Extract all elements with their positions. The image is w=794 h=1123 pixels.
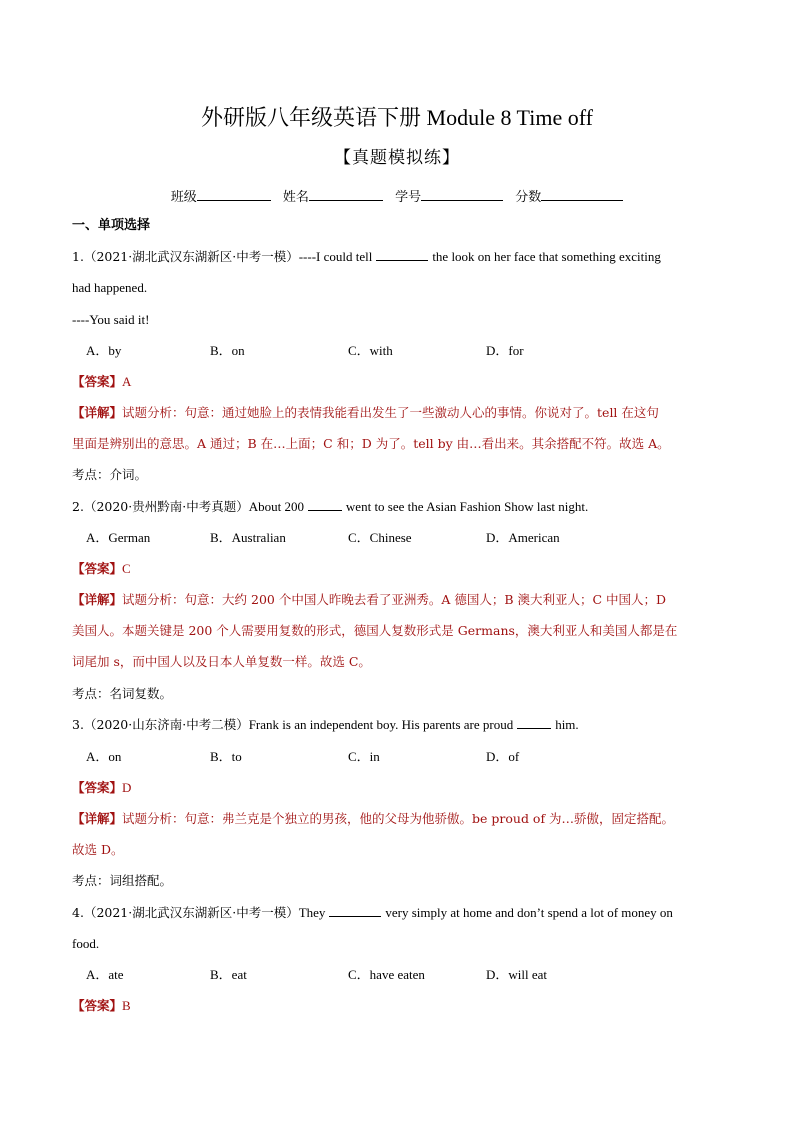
question-2-stem: 2.（2020·贵州黔南·中考真题）About 200 went to see the Asian Fashion Show last night. <box>72 499 589 514</box>
field-class: 班级 <box>171 186 271 208</box>
question-2-detail-3: 词尾加 s，而中国人以及日本人单复数一样。故选 C。 <box>72 654 371 669</box>
question-1-detail-1: 【详解】试题分析：句意：通过她脸上的表情我能看出发生了一些激动人心的事情。你说对了。tell 在这句 <box>72 405 659 420</box>
question-3-detail-1: 【详解】试题分析：句意：弗兰克是个独立的男孩，他的父母为他骄傲。be proud of 为…骄傲，固定搭配。 <box>72 811 675 826</box>
option-d: D．for <box>486 343 524 358</box>
answer-blank <box>329 903 381 917</box>
document-title: 外研版八年级英语下册 Module 8 Time off <box>201 105 593 130</box>
option-d: D．American <box>486 530 560 545</box>
option-a: A．German <box>86 530 151 545</box>
blank-line <box>421 186 503 201</box>
field-score: 分数 <box>515 186 623 208</box>
question-1-reply: ----You said it! <box>72 312 150 327</box>
option-b: B．to <box>210 749 242 764</box>
option-c: C．Chinese <box>348 530 412 545</box>
field-student-id: 学号 <box>395 186 503 208</box>
option-c: C．in <box>348 749 380 764</box>
answer-blank <box>308 497 342 511</box>
question-1-point: 考点：介词。 <box>72 467 148 482</box>
option-b: B．eat <box>210 967 247 982</box>
field-name: 姓名 <box>283 186 383 208</box>
question-2-detail-1: 【详解】试题分析：句意：大约 200 个中国人昨晚去看了亚洲秀。A 德国人；B 澳大利亚人；C 中国人；D <box>72 592 667 607</box>
question-3-answer: 【答案】D <box>72 780 132 795</box>
option-d: D．will eat <box>486 967 548 982</box>
question-4-stem: 4.（2021·湖北武汉东湖新区·中考一模）They very simply at home and don’t spend a lot of money on <box>72 905 673 920</box>
question-1-stem: 1.（2021·湖北武汉东湖新区·中考一模）----I could tell the look on her face that something exciting <box>72 249 661 264</box>
question-1-detail-2: 里面是辨别出的意思。A 通过；B 在…上面；C 和；D 为了。tell by 由…看出来。其余搭配不符。故选 A。 <box>72 436 670 451</box>
question-2-answer: 【答案】C <box>72 561 131 576</box>
question-1-stem-cont: had happened. <box>72 280 148 295</box>
blank-line <box>197 186 271 201</box>
section-title: 一、单项选择 <box>72 218 151 233</box>
question-3-detail-2: 故选 D。 <box>72 842 124 857</box>
question-3-stem: 3.（2020·山东济南·中考二模）Frank is an independent boy. His parents are proud him. <box>72 717 579 732</box>
question-2-point: 考点：名词复数。 <box>72 686 173 701</box>
option-b: B．on <box>210 343 245 358</box>
document-subtitle: 【真题模拟练】 <box>334 148 460 168</box>
option-c: C．have eaten <box>348 967 425 982</box>
question-2-detail-2: 美国人。本题关键是 200 个人需要用复数的形式，德国人复数形式是 Germans，澳大利亚人和美国人都是在 <box>72 623 678 638</box>
student-info-fields <box>0 186 794 208</box>
option-d: D．of <box>486 749 520 764</box>
option-a: A．by <box>86 343 122 358</box>
answer-blank <box>376 247 428 261</box>
blank-line <box>541 186 623 201</box>
option-a: A．ate <box>86 967 124 982</box>
question-1-answer: 【答案】A <box>72 374 132 389</box>
option-a: A．on <box>86 749 122 764</box>
option-c: C．with <box>348 343 393 358</box>
question-4-stem-cont: food. <box>72 936 100 951</box>
question-4-answer: 【答案】B <box>72 998 131 1013</box>
answer-blank <box>517 715 551 729</box>
question-3-point: 考点：词组搭配。 <box>72 873 173 888</box>
option-b: B．Australian <box>210 530 286 545</box>
blank-line <box>309 186 383 201</box>
